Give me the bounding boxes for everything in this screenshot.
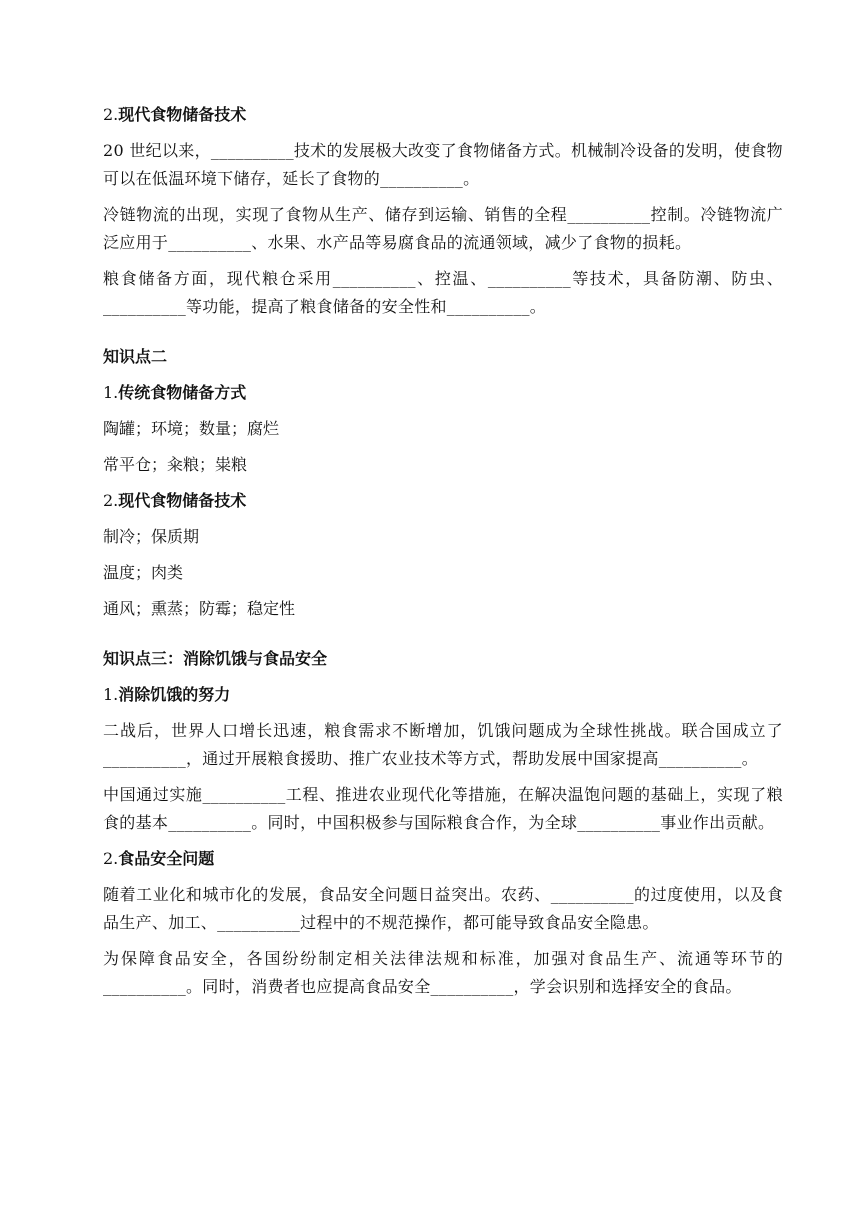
answer-section-title: 知识点二 [103, 347, 168, 366]
heading-text: 传统食物储备方式 [118, 383, 247, 402]
heading-number: 2. [103, 105, 119, 124]
paragraph-cold-chain: 冷链物流的出现，实现了食物从生产、储存到运输、销售的全程__________控制。冷链物流广泛应用于__________、水果、水产品等易腐食品的流通领域，减少了食物的损耗。 [103, 205, 783, 252]
answer-line: 温度；肉类 [103, 563, 184, 582]
paragraph-china-efforts: 中国通过实施__________工程、推进农业现代化等措施，在解决温饱问题的基础上，实现了粮食的基本__________。同时，中国积极参与国际粮食合作，为全球__________事业作出贡献。 [103, 785, 783, 832]
heading-text: 现代食物储备技术 [118, 491, 247, 510]
section-heading-food-safety [103, 845, 783, 873]
heading-text: 食品安全问题 [118, 849, 215, 868]
paragraph-safety-measures: 为保障食品安全，各国纷纷制定相关法律法规和标准，加强对食品生产、流通等环节的__________。同时，消费者也应提高食品安全__________，学会识别和选择安全的食品。 [103, 949, 783, 996]
document-page [103, 101, 783, 1009]
heading-number: 2. [103, 849, 119, 868]
answer-heading-modern [103, 487, 783, 515]
section-heading-hunger [103, 681, 783, 709]
paragraph-un-efforts: 二战后，世界人口增长迅速，粮食需求不断增加，饥饿问题成为全球性挑战。联合国成立了__________，通过开展粮食援助、推广农业技术等方式，帮助发展中国家提高__________。 [103, 721, 783, 768]
heading-number: 2. [103, 491, 119, 510]
answer-line: 常平仓；籴粮；粜粮 [103, 455, 248, 474]
section-heading-modern-storage [103, 101, 783, 129]
heading-text: 消除饥饿的努力 [118, 685, 231, 704]
answer-heading-traditional [103, 379, 783, 407]
answer-line: 陶罐；环境；数量；腐烂 [103, 419, 280, 438]
heading-text: 现代食物储备技术 [118, 105, 247, 124]
heading-number: 1. [103, 685, 119, 704]
heading-number: 1. [103, 383, 119, 402]
section-title-hunger-food-safety: 知识点三：消除饥饿与食品安全 [103, 649, 328, 668]
paragraph-grain-storage: 粮食储备方面，现代粮仓采用__________、控温、__________等技术，具备防潮、防虫、__________等功能，提高了粮食储备的安全性和__________。 [103, 269, 783, 316]
answer-line: 制冷；保质期 [103, 527, 200, 546]
answer-line: 通风；熏蒸；防霉；稳定性 [103, 599, 296, 618]
paragraph-refrigeration: 20 世纪以来，__________技术的发展极大改变了食物储备方式。机械制冷设备的发明，使食物可以在低温环境下储存，延长了食物的__________。 [103, 141, 783, 188]
paragraph-safety-issues: 随着工业化和城市化的发展，食品安全问题日益突出。农药、__________的过度使用，以及食品生产、加工、__________过程中的不规范操作，都可能导致食品安全隐患。 [103, 885, 783, 932]
